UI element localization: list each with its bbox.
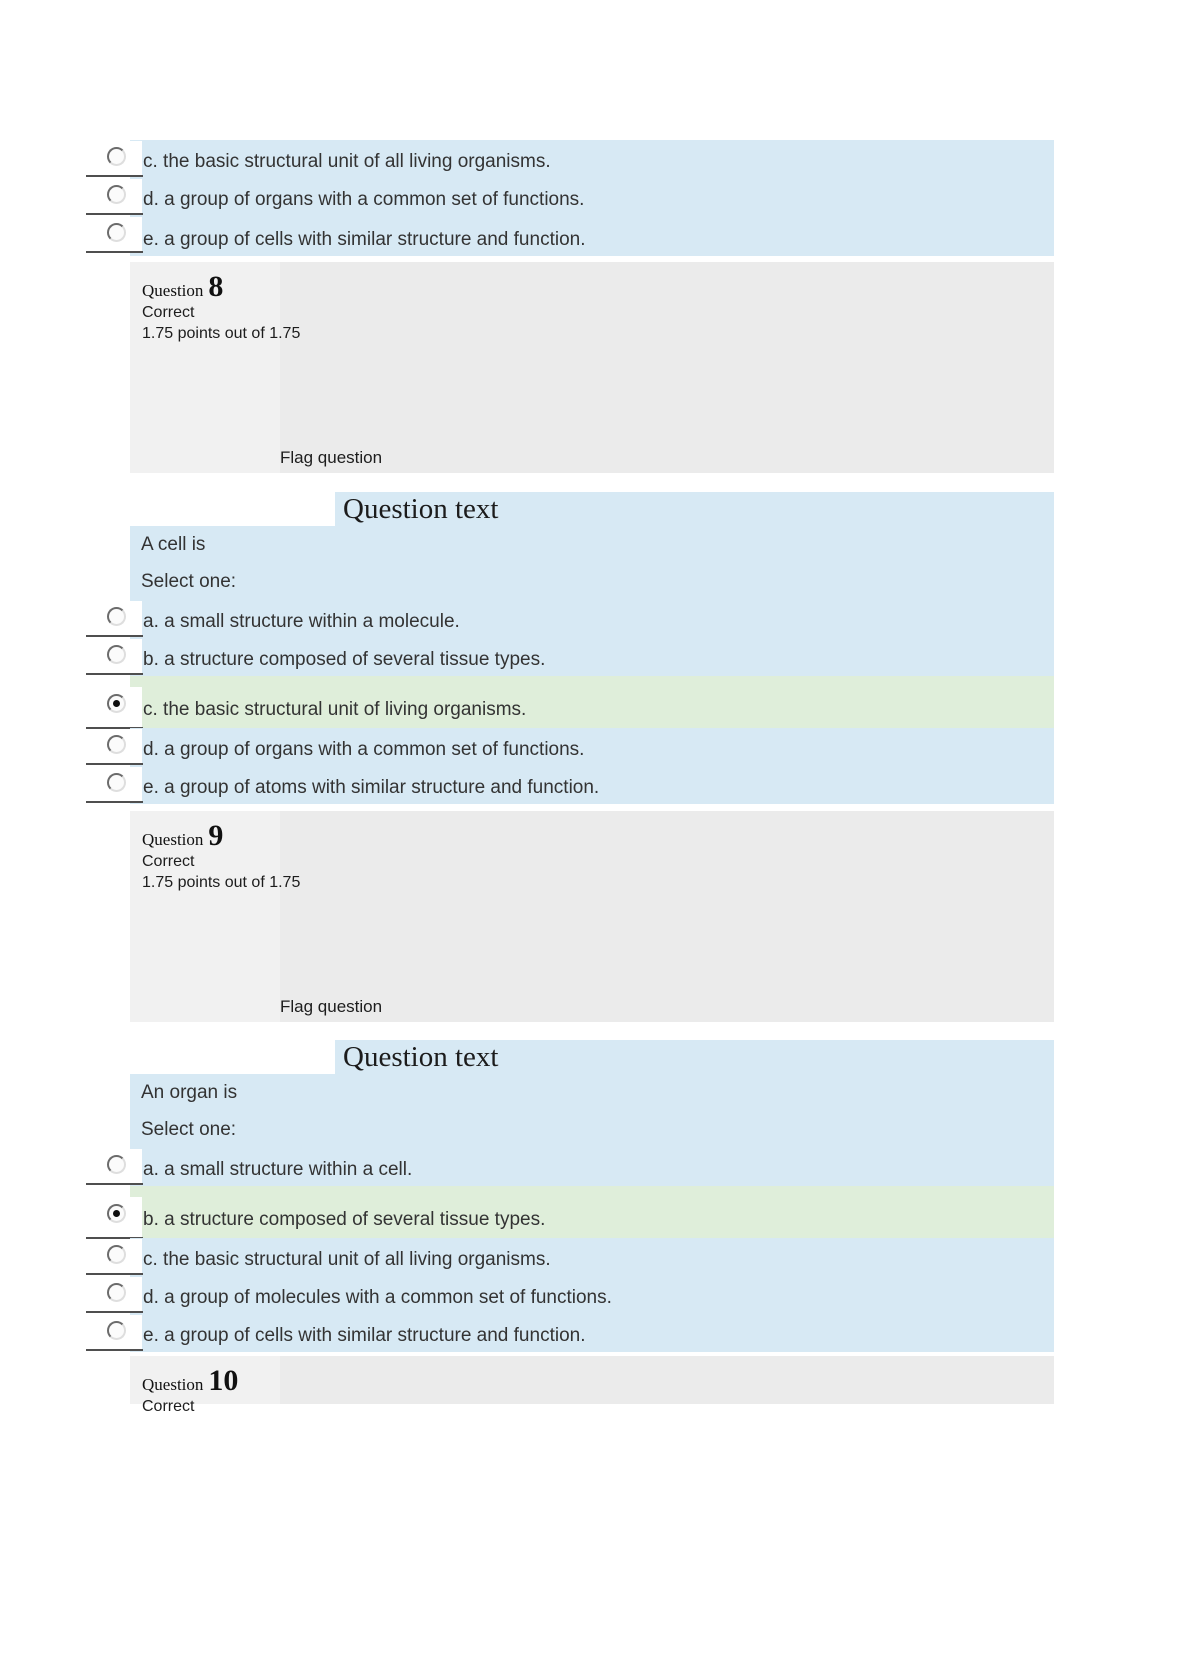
answer-option-label: e. a group of cells with similar structure and function. bbox=[143, 1325, 586, 1346]
radio-button[interactable] bbox=[100, 1239, 142, 1273]
answer-option-label: c. the basic structural unit of all living organisms. bbox=[143, 1249, 551, 1270]
radio-circle-checked-icon bbox=[107, 1204, 126, 1223]
radio-button[interactable] bbox=[100, 179, 142, 213]
answer-option[interactable] bbox=[130, 1148, 1054, 1186]
radio-circle-icon bbox=[107, 735, 126, 754]
radio-button[interactable] bbox=[100, 601, 142, 635]
radio-circle-icon bbox=[107, 773, 126, 792]
status-text: Correct bbox=[142, 1398, 195, 1415]
radio-button[interactable] bbox=[100, 1197, 142, 1237]
answer-option-label: b. a structure composed of several tissue types. bbox=[143, 1209, 546, 1230]
answer-option[interactable] bbox=[130, 178, 1054, 216]
select-one-prompt: Select one: bbox=[141, 571, 237, 592]
flag-question-link[interactable]: Flag question bbox=[280, 997, 383, 1016]
question-label: Question bbox=[142, 830, 204, 849]
question-info-panel bbox=[130, 262, 1054, 473]
radio-button[interactable] bbox=[100, 767, 142, 801]
answer-option[interactable] bbox=[130, 1276, 1054, 1314]
radio-circle-icon bbox=[107, 147, 126, 166]
answer-option-selected[interactable] bbox=[130, 676, 1054, 728]
question-stem-block bbox=[130, 526, 1054, 600]
radio-circle-icon bbox=[107, 645, 126, 664]
question-number-heading bbox=[130, 262, 1054, 304]
answer-option-label: d. a group of organs with a common set of functions. bbox=[143, 189, 585, 210]
answer-option[interactable] bbox=[130, 1238, 1054, 1276]
status-text: Correct bbox=[142, 853, 195, 870]
radio-circle-icon bbox=[107, 607, 126, 626]
radio-circle-checked-icon bbox=[107, 694, 126, 713]
radio-circle-icon bbox=[107, 223, 126, 242]
answer-option-label: d. a group of organs with a common set of functions. bbox=[143, 739, 585, 760]
question-label: Question bbox=[142, 1375, 204, 1394]
question-text-header: Question text bbox=[335, 1040, 1054, 1074]
status-text: Correct bbox=[142, 304, 195, 321]
answer-option[interactable] bbox=[130, 216, 1054, 256]
answer-option-label: a. a small structure within a molecule. bbox=[143, 611, 460, 632]
radio-button[interactable] bbox=[100, 687, 142, 727]
radio-button[interactable] bbox=[100, 729, 142, 763]
answer-option-label: d. a group of molecules with a common set of functions. bbox=[143, 1287, 612, 1308]
question-info-panel bbox=[130, 811, 1054, 1022]
question-number: 8 bbox=[208, 270, 224, 303]
answer-option[interactable] bbox=[130, 728, 1054, 766]
question-stem: A cell is bbox=[141, 534, 206, 555]
radio-button[interactable] bbox=[100, 141, 142, 175]
answer-option-label: c. the basic structural unit of living organisms. bbox=[143, 699, 527, 720]
question-number-heading bbox=[130, 811, 1054, 853]
radio-button[interactable] bbox=[100, 1277, 142, 1311]
answer-option-label: e. a group of atoms with similar structure and function. bbox=[143, 777, 600, 798]
radio-button[interactable] bbox=[100, 1315, 142, 1349]
answer-option[interactable] bbox=[130, 600, 1054, 638]
answer-option-label: c. the basic structural unit of all living organisms. bbox=[143, 151, 551, 172]
answer-option-label: a. a small structure within a cell. bbox=[143, 1159, 413, 1180]
answer-option[interactable] bbox=[130, 766, 1054, 804]
radio-button[interactable] bbox=[100, 1149, 142, 1183]
radio-circle-icon bbox=[107, 1321, 126, 1340]
question-stem-block bbox=[130, 1074, 1054, 1148]
question-text-header: Question text bbox=[335, 492, 1054, 526]
radio-button[interactable] bbox=[100, 217, 142, 251]
answer-option[interactable] bbox=[130, 140, 1054, 178]
answer-option-label: b. a structure composed of several tissue types. bbox=[143, 649, 546, 670]
question-label: Question bbox=[142, 281, 204, 300]
answer-option[interactable] bbox=[130, 1314, 1054, 1352]
select-one-prompt: Select one: bbox=[141, 1119, 237, 1140]
answer-option[interactable] bbox=[130, 638, 1054, 676]
radio-circle-icon bbox=[107, 1283, 126, 1302]
radio-circle-icon bbox=[107, 185, 126, 204]
radio-button[interactable] bbox=[100, 639, 142, 673]
radio-circle-icon bbox=[107, 1245, 126, 1264]
answer-option-label: e. a group of cells with similar structure and function. bbox=[143, 229, 586, 250]
question-number: 10 bbox=[208, 1364, 239, 1397]
quiz-page bbox=[0, 140, 1190, 1680]
question-info-panel bbox=[130, 1356, 1054, 1415]
flag-question-link[interactable]: Flag question bbox=[280, 448, 383, 467]
question-number-heading bbox=[130, 1356, 1054, 1398]
points-text: 1.75 points out of 1.75 bbox=[142, 874, 301, 891]
points-text: 1.75 points out of 1.75 bbox=[142, 325, 301, 342]
answer-option-selected[interactable] bbox=[130, 1186, 1054, 1238]
question-stem: An organ is bbox=[141, 1082, 238, 1103]
question-number: 9 bbox=[208, 819, 224, 852]
radio-circle-icon bbox=[107, 1155, 126, 1174]
